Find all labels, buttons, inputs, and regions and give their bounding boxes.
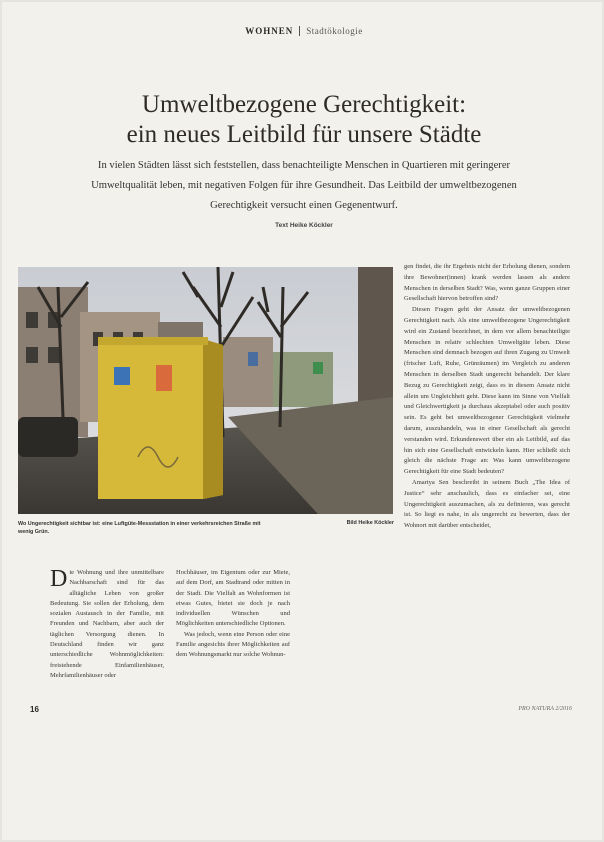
body-column-1 — [50, 568, 164, 690]
paragraph: Diesen Fragen geht der Ansatz der umweltbezogenen Gerechtigkeit nach. Als eine umweltbezogene Ungerechtigkeit wird ein Zustand bezeichnet, in dem vor allem benachteiligte Menschen in relativ schlechten Umweltgüte leben. Diese Menschen sind demnach bezogen auf ihren Zugang zu Umwelt (frischer Luft, Ruhe, Grünräumen) im Vergleich zu anderen Menschen in derselben Stadt ungerecht behandelt. Der klare Bezug zu Gerechtigkeit zeigt, dass es in diesem Ansatz nicht allein um Ungleichheit geht. Diese kann im Sinne von Vielfalt und Gleichwertigkeit ja durchaus akzeptabel oder auch positiv sein. Es geht bei umweltbezogener Gerechtigkeit vielmehr darum, auszuhandeln, was in einer Gesellschaft als gerecht verstanden wird. Erkundenswert über ein als Leitbild, auf das hin sich eine Gesellschaft entwickeln kann. Hier schließt sich gleich die nächste Frage an: Was kann umweltbezogene Gerechtigkeit für eine Stadt bedeuten? — [404, 306, 570, 476]
paragraph: gen findet, die ihr Ergebnis nicht der Erholung dienen, sondern ihre Bewohner(innen) krank werden lassen als andere Menschen in derselben Stadt? Was, wenn ganze Gruppen einer Gesellschaft hiervon betroffen sind? — [404, 263, 570, 303]
street-photo-illustration — [18, 267, 393, 514]
page-number: 16 — [30, 705, 39, 714]
body-column-1-text: ie Wohnung und ihre unmittelbare Nachbarschaft sind für das alltägliche Leben von großer Bedeutung. Sie sollen der Erholung, dem sozialen Austausch in der Familie, mit Freunden und Nachbarn, aber auch der täglichen Versorgung dienen. In Deutschland finden wir ganz unterschiedliche Wohnmöglichkeiten: freistehende Einfamilienhäuser, Mehrfamilienhäuser oder — [50, 569, 164, 679]
body-column-2 — [176, 568, 290, 690]
byline: Text Heike Köckler — [275, 222, 333, 229]
body-column-3 — [404, 262, 570, 694]
title-line-1: Umweltbezogene Gerechtigkeit: — [141, 91, 467, 118]
subsection-label: Stadtökologie — [299, 26, 363, 36]
paragraph: Hochhäuser, im Eigentum oder zur Miete, auf dem Dorf, am Stadtrand oder mitten in der Stadt. Die Vielfalt an Wohnformen ist etwas Gutes, bietet sie doch je nach individuellen Wünschen und Möglichkeiten unterschiedliche Optionen. — [176, 569, 290, 628]
title-line-2: ein neues Leitbild für unsere Städte — [126, 121, 482, 148]
article-title — [2, 90, 604, 150]
photo-credit: Bild Heike Köckler — [346, 520, 394, 526]
magazine-page — [2, 2, 602, 840]
magazine-name: PRO NATURA 2/2016 — [518, 706, 572, 712]
photo-caption: Wo Ungerechtigkeit sichtbar ist: eine Luftgüte-Messstation in einer verkehrsreichen Straße mit wenig Grün. — [18, 521, 261, 535]
article-photo — [18, 267, 393, 514]
running-head — [2, 26, 604, 36]
paragraph: Was jedoch, wenn eine Person oder eine Familie angesichts ihrer Möglichkeiten auf dem Wohnungsmarkt nur solche Wohnun- — [176, 630, 290, 659]
section-label: WOHNEN — [245, 26, 294, 36]
paragraph: Amartya Sen beschreibt in seinem Buch „The Idea of Justice“ sehr anschaulich, dass es einfacher sei, eine Ungerechtigkeit auszumachen, als zu definieren, was gerecht ist. So liegt es nahe, in als ungerecht zu bewerten, dass der Wohnort mit darüber entscheidet, — [404, 478, 570, 530]
drop-cap: D — [50, 568, 68, 592]
article-lead: In vielen Städten lässt sich feststellen, dass benachteiligte Menschen in Quartieren mit geringerer Umweltqualität leben, mit negativen Folgen für ihre Gesundheit. Das Leitbild der umweltbezogenen Gerechtigkeit versucht einen Gegenentwurf. — [91, 160, 517, 211]
